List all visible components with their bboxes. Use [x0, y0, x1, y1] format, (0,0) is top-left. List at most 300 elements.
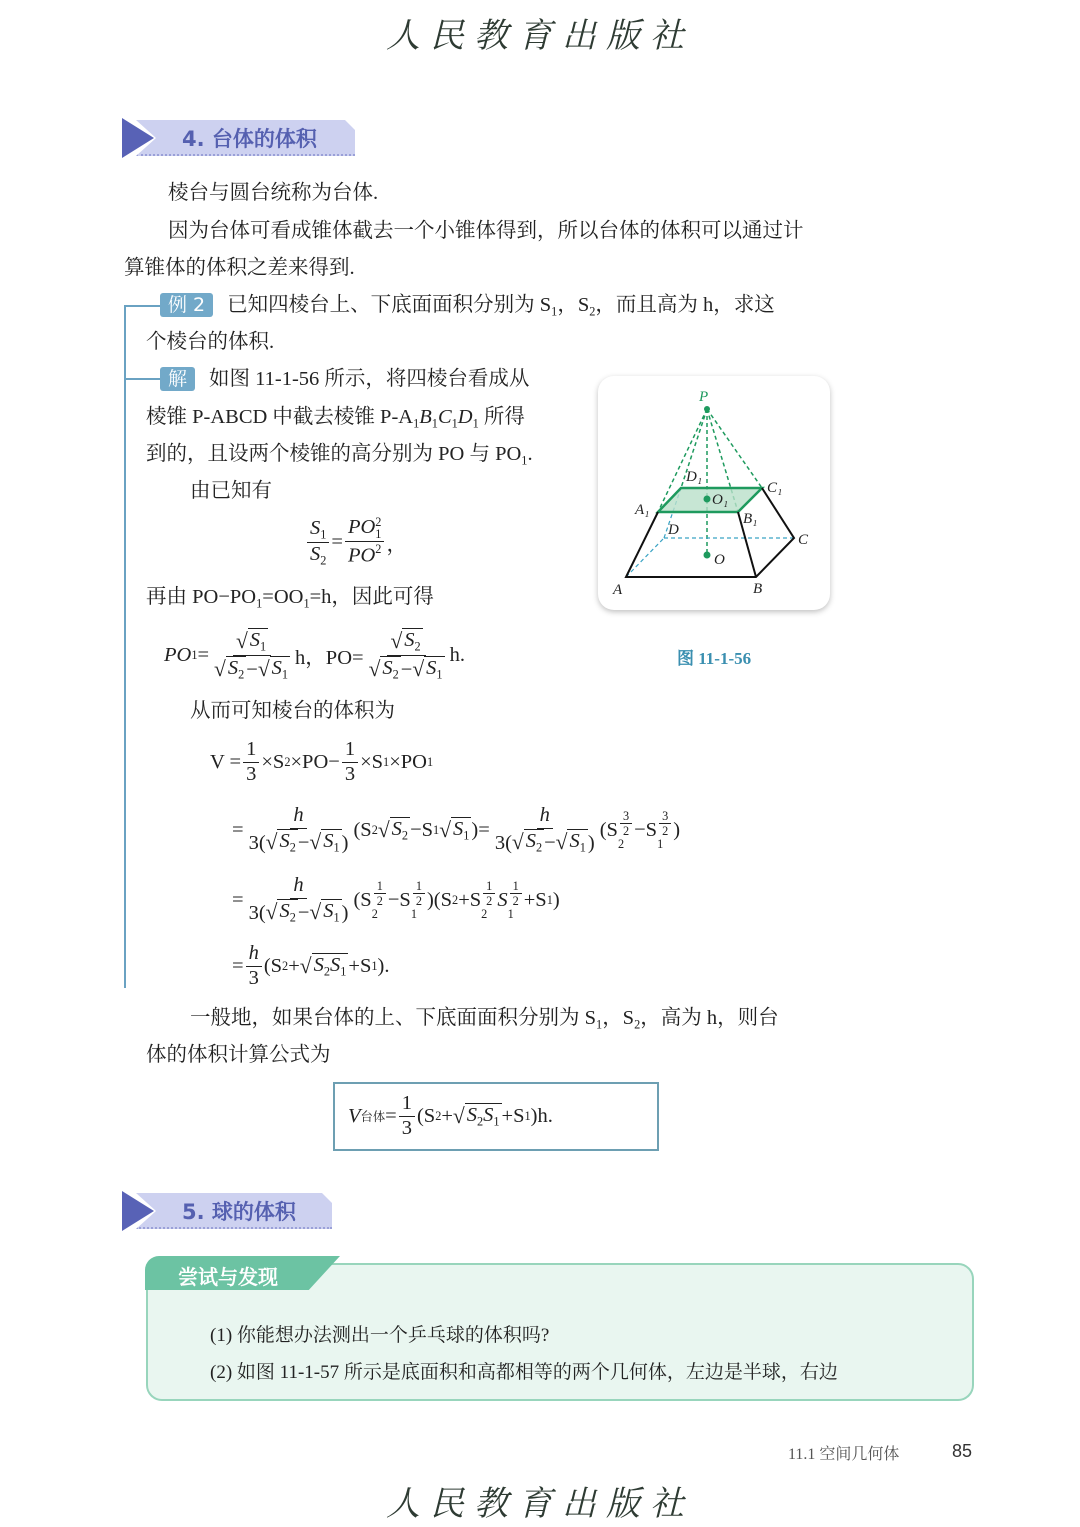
- math-text: 1: [281, 666, 289, 681]
- math-text: h: [248, 941, 259, 964]
- math-text: ，高为 h，则台: [640, 1007, 779, 1029]
- math-text: S: [453, 818, 464, 841]
- numerator: [243, 738, 259, 763]
- math-text: 由已知有: [190, 480, 272, 502]
- math-text: −: [246, 658, 258, 681]
- math-text: 3: [622, 809, 630, 824]
- math-text: −: [544, 832, 556, 855]
- math-text: 2: [284, 754, 291, 769]
- math-text: −S: [387, 888, 411, 911]
- math-text: 1: [463, 828, 470, 843]
- math-text: 1: [596, 1017, 603, 1032]
- square-root: [236, 628, 268, 654]
- square-root: [412, 656, 444, 682]
- square-root: [390, 628, 422, 654]
- math-text: 2: [589, 304, 596, 319]
- math-text: 1: [415, 879, 422, 894]
- math-text: 1: [340, 964, 347, 979]
- denominator: [492, 829, 598, 856]
- fraction: [366, 628, 448, 682]
- triangle-icon: [122, 118, 154, 158]
- fraction: [620, 809, 632, 838]
- math-text: 1: [371, 958, 378, 973]
- math-text: 2: [535, 840, 543, 855]
- math-text: h.: [449, 643, 465, 666]
- math-text: 3: [401, 1116, 412, 1139]
- radical-sign-icon: √: [257, 656, 270, 681]
- math-text: 1: [524, 1108, 531, 1123]
- math-text: ): [341, 902, 349, 925]
- math-text: V: [348, 1104, 361, 1127]
- solution-line: [190, 478, 272, 504]
- triangle-icon: [122, 1191, 154, 1231]
- section-4-heading: [122, 118, 355, 158]
- math-text: 1: [303, 596, 310, 611]
- example-tick: [124, 305, 160, 307]
- po-formula: [164, 624, 465, 686]
- subscript: [320, 527, 326, 541]
- numerator: [307, 517, 329, 542]
- math-text: 3: [662, 809, 669, 824]
- denominator: [659, 824, 671, 838]
- math-text: 1: [256, 596, 263, 611]
- math-text: 1: [426, 754, 434, 769]
- subscript: [290, 910, 296, 924]
- math-text: .: [527, 443, 533, 465]
- denominator: [374, 894, 386, 908]
- square-root: [309, 899, 341, 925]
- math-text: 2: [512, 894, 519, 909]
- math-text: )h.: [530, 1104, 553, 1127]
- subscript: [260, 639, 266, 653]
- math-text: h: [293, 804, 304, 827]
- math-text: ×S: [261, 750, 285, 773]
- math-text: −: [297, 832, 310, 855]
- try-item: (2) 如图 11-1-57 所示是底面积和高都相等的两个几何体，左边是半球，右边: [210, 1362, 838, 1383]
- math-text: 3: [246, 762, 257, 785]
- math-text: +S: [458, 888, 482, 911]
- math-text: ): [552, 888, 560, 911]
- math-text: 1: [333, 910, 340, 925]
- radical-sign-icon: √: [555, 830, 568, 855]
- math-text: S: [497, 888, 508, 911]
- label-P: P: [699, 389, 709, 405]
- math-text: +S: [348, 954, 372, 977]
- fraction: [246, 804, 352, 855]
- math-text: 1: [376, 879, 383, 894]
- math-text: 所得: [478, 406, 525, 428]
- numerator: [413, 879, 425, 894]
- math-text: =: [232, 888, 244, 911]
- math-text: 1: [521, 453, 528, 468]
- radical-sign-icon: √: [439, 817, 452, 842]
- square-root: [439, 817, 471, 843]
- radical-sign-icon: √: [309, 900, 322, 925]
- math-text: 棱台与圆台统称为台体.: [168, 182, 379, 204]
- math-text: PO: [347, 544, 376, 567]
- math-text: h: [539, 804, 550, 827]
- fraction: [342, 738, 358, 786]
- fraction: [659, 809, 671, 838]
- radicand: [248, 628, 268, 654]
- math-text: S: [279, 899, 290, 922]
- ratio-formula: [305, 512, 407, 572]
- math-text: S: [313, 954, 324, 977]
- math-text: +: [441, 1104, 453, 1127]
- math-text: S: [227, 656, 239, 679]
- math-text: −: [297, 902, 310, 925]
- subscript: [290, 840, 296, 854]
- math-text: S: [323, 899, 334, 922]
- math-text: S: [404, 628, 415, 651]
- numerator: [246, 942, 262, 967]
- subscript: [282, 667, 288, 681]
- math-text: 1: [383, 754, 390, 769]
- example-bracket-line: [124, 305, 126, 988]
- fraction: [243, 738, 259, 786]
- math-text: h，PO=: [295, 647, 364, 669]
- math-text: D: [457, 406, 473, 428]
- footer-chapter: 11.1 空间几何体: [788, 1446, 900, 1463]
- intro-line: [124, 255, 355, 281]
- math-text: 2: [662, 824, 669, 839]
- math-text: 1: [410, 907, 417, 922]
- denominator: [246, 829, 352, 856]
- math-text: 2: [289, 840, 296, 855]
- fraction: [246, 874, 352, 925]
- section-5-heading: [122, 1191, 332, 1231]
- radical-sign-icon: √: [265, 830, 278, 855]
- fraction: [307, 517, 329, 567]
- math-text: 1: [451, 416, 458, 431]
- fraction: [374, 879, 386, 908]
- math-text: S: [249, 628, 260, 651]
- math-text: ，: [386, 534, 407, 556]
- volume-step-1: [210, 736, 433, 788]
- fraction: [345, 516, 384, 568]
- math-text: S: [271, 656, 282, 679]
- denominator: [620, 824, 632, 838]
- math-text: 1: [512, 879, 519, 894]
- math-text: 一般地，如果台体的上、下底面面积分别为 S: [190, 1007, 597, 1029]
- denominator: [345, 542, 384, 568]
- radical-sign-icon: √: [309, 830, 322, 855]
- numerator: [342, 738, 358, 763]
- math-text: C: [437, 406, 452, 428]
- math-text: ).: [377, 954, 390, 977]
- subscript: [493, 1114, 499, 1128]
- radicand: [277, 899, 297, 925]
- math-text: 3(: [248, 832, 266, 855]
- radicand: [524, 829, 544, 855]
- radical-sign-icon: √: [452, 1103, 465, 1128]
- fraction: [510, 879, 522, 908]
- math-text: =: [385, 1104, 397, 1127]
- solution-line: [146, 584, 434, 616]
- math-text: 2: [435, 1108, 442, 1123]
- math-text: 2: [481, 907, 488, 922]
- numerator: [374, 879, 386, 894]
- label-O1: O₁: [712, 492, 729, 508]
- math-text: 2: [289, 910, 296, 925]
- radicand: [226, 656, 246, 682]
- square-root: [214, 656, 246, 682]
- math-text: V =: [210, 750, 242, 773]
- math-text: 2: [371, 822, 378, 837]
- numerator: [290, 874, 306, 899]
- math-text: 3: [344, 762, 356, 785]
- radical-sign-icon: √: [265, 900, 278, 925]
- math-text: =: [232, 818, 244, 841]
- math-text: ，S: [602, 1007, 635, 1029]
- math-text: )(S: [426, 888, 453, 911]
- radicand: [451, 817, 471, 843]
- math-text: 1: [433, 822, 440, 837]
- math-text: S: [310, 517, 321, 540]
- subscript: [361, 1107, 386, 1125]
- square-root: [378, 817, 410, 843]
- math-text: 1: [375, 527, 382, 542]
- example-line-2: [146, 329, 274, 355]
- denominator: [246, 967, 262, 991]
- numerator: [387, 628, 425, 656]
- numerator: [345, 516, 384, 542]
- math-text: 2: [415, 894, 422, 909]
- section-title: 5. 球的体积: [182, 1200, 296, 1224]
- subscript: [415, 639, 421, 653]
- denominator: [366, 656, 448, 683]
- solution-line: [146, 441, 533, 473]
- sub-superscript: [657, 809, 673, 851]
- math-text: 1: [260, 639, 267, 654]
- math-text: 1: [493, 1114, 500, 1129]
- square-root: [512, 829, 544, 855]
- example-line-1: [160, 292, 775, 324]
- solution-line-1: [160, 366, 529, 392]
- try-item: (1) 你能想办法测出一个乒乓球的体积吗?: [210, 1325, 550, 1346]
- math-text: 2: [634, 1017, 641, 1032]
- math-text: 3(: [494, 832, 512, 855]
- numerator: [483, 879, 495, 894]
- figure-caption: 图 11-1-56: [677, 649, 752, 668]
- radical-sign-icon: √: [235, 628, 248, 653]
- math-text: 1: [546, 892, 553, 907]
- math-text: 1: [320, 527, 327, 542]
- subscript: [333, 840, 339, 854]
- radicand: [465, 1103, 502, 1129]
- math-text: 2: [617, 837, 625, 852]
- subscript: [463, 828, 469, 842]
- publisher-logo-bottom: 人民教育出版社: [386, 1484, 694, 1524]
- square-root: [266, 829, 298, 855]
- numerator: [399, 1092, 415, 1117]
- math-text: ，而且高为 h，求这: [595, 294, 775, 316]
- numerator: [290, 804, 306, 829]
- radicand: [321, 829, 341, 855]
- subscript: [436, 667, 442, 681]
- math-text: 个棱台的体积.: [146, 331, 275, 353]
- math-text: S: [382, 656, 393, 679]
- math-text: =OO: [262, 586, 304, 608]
- subscript: [427, 755, 433, 770]
- math-text: 2: [622, 824, 630, 839]
- fraction: [246, 942, 262, 990]
- try-discover-title: 尝试与发现: [178, 1265, 278, 1289]
- subscript: [580, 840, 586, 854]
- label-D1: D₁: [686, 469, 703, 485]
- math-text: S: [310, 542, 321, 565]
- numerator: [620, 809, 632, 824]
- math-text: −S: [634, 818, 658, 841]
- math-text: PO: [164, 643, 192, 666]
- intro-line: [168, 180, 378, 206]
- math-text: 1: [333, 840, 340, 855]
- label-B1: B₁: [743, 511, 758, 527]
- math-text: 1: [472, 416, 479, 431]
- denominator: [246, 899, 352, 926]
- math-text: 2: [282, 958, 289, 973]
- label-D: D: [668, 522, 679, 538]
- math-text: 2: [320, 552, 327, 567]
- label-B: B: [753, 581, 763, 597]
- math-text: ×PO: [389, 750, 427, 773]
- intro-line: [168, 218, 804, 244]
- volume-step-3: [232, 870, 560, 930]
- math-text: 3: [248, 966, 259, 989]
- math-text: −: [400, 658, 413, 681]
- math-text: S: [483, 1104, 494, 1127]
- radicand: [270, 656, 290, 682]
- fraction: [413, 879, 425, 908]
- math-text: −S: [410, 818, 434, 841]
- math-text: S: [391, 818, 402, 841]
- math-text: 2: [392, 666, 399, 681]
- math-text: =: [197, 643, 210, 666]
- math-text: 1: [344, 737, 356, 760]
- solution-badge: 解: [160, 367, 195, 391]
- math-text: ×S: [360, 750, 384, 773]
- math-text: 因为台体可看成锥体截去一个小锥体得到，所以台体的体积可以通过计: [168, 220, 804, 242]
- square-root: [453, 1103, 502, 1129]
- sub-superscript: [481, 879, 497, 921]
- math-text: 算锥体的体积之差来得到.: [124, 257, 355, 279]
- square-root: [258, 656, 290, 682]
- math-text: 从而可知棱台的体积为: [190, 700, 395, 722]
- denominator: [342, 763, 358, 787]
- math-text: 3(: [248, 902, 266, 925]
- math-text: 1: [401, 1091, 412, 1114]
- subscript: [333, 910, 339, 924]
- math-text: +S: [523, 888, 547, 911]
- math-text: 2: [375, 515, 382, 530]
- numerator: [659, 809, 671, 824]
- solution-tick: [124, 378, 160, 380]
- example-badge: 例 2: [160, 293, 213, 317]
- section-title: 4. 台体的体积: [182, 127, 317, 151]
- sub-superscript: [618, 809, 634, 851]
- sub-superscript: [508, 879, 524, 921]
- math-text: 台体: [360, 1110, 386, 1124]
- frustum-volume-formula: [348, 1088, 553, 1144]
- math-text: 1: [579, 840, 586, 855]
- subscript: [340, 964, 346, 978]
- subscript: [402, 828, 408, 842]
- sub-superscript: [375, 516, 381, 541]
- math-text: 如图 11-1-56 所示，将四棱台看成从: [209, 368, 530, 390]
- math-text: ×PO−: [290, 750, 340, 773]
- math-text: 1: [191, 647, 198, 662]
- denominator: [243, 763, 259, 787]
- subscript: [320, 553, 326, 567]
- solution-line: [146, 404, 525, 436]
- radical-sign-icon: √: [412, 656, 425, 681]
- math-text: 1: [246, 737, 257, 760]
- sub-superscript: [411, 879, 427, 921]
- label-C1: C₁: [767, 480, 783, 496]
- fraction: [492, 804, 598, 855]
- radicand: [402, 628, 422, 654]
- math-text: 1: [486, 879, 493, 894]
- math-text: 2: [401, 828, 409, 843]
- square-root: [309, 829, 341, 855]
- solution-line: [190, 698, 395, 724]
- square-root: [300, 953, 349, 979]
- math-text: 到的，且设两个棱锥的高分别为 PO 与 PO: [146, 443, 522, 465]
- math-text: 已知四棱台上、下底面面积分别为 S: [227, 294, 552, 316]
- math-text: 棱锥 P-ABCD 中截去棱锥 P-A: [146, 406, 414, 428]
- numerator: [510, 879, 522, 894]
- sub-superscript: [372, 879, 388, 921]
- label-A1: A₁: [635, 502, 650, 518]
- math-text: 2: [323, 964, 330, 979]
- math-text: ): [673, 818, 681, 841]
- radicand: [312, 953, 349, 979]
- math-text: 2: [238, 666, 245, 681]
- label-A: A: [613, 582, 623, 598]
- radical-sign-icon: √: [511, 830, 524, 855]
- math-text: (S: [353, 888, 372, 911]
- subscript: [393, 667, 399, 681]
- denominator: [211, 656, 293, 683]
- radicand: [380, 656, 400, 682]
- math-text: 2: [476, 1114, 484, 1129]
- square-root: [266, 899, 298, 925]
- volume-step-4: [232, 940, 389, 992]
- math-text: S: [426, 656, 437, 679]
- math-text: 2: [375, 541, 382, 556]
- general-line: [190, 1005, 779, 1037]
- radicand: [424, 656, 444, 682]
- math-text: ): [587, 832, 595, 855]
- fraction: [211, 628, 293, 682]
- math-text: 2: [376, 894, 383, 909]
- math-text: (S: [599, 818, 618, 841]
- label-C: C: [798, 532, 809, 548]
- math-text: B: [419, 406, 432, 428]
- math-text: (S: [353, 818, 372, 841]
- fraction: [483, 879, 495, 908]
- radical-sign-icon: √: [377, 817, 390, 842]
- math-text: =h，因此可得: [309, 586, 434, 608]
- math-text: ): [341, 832, 349, 855]
- superscript: [375, 542, 381, 556]
- denominator: [307, 543, 329, 567]
- math-text: )=: [471, 818, 490, 841]
- math-text: S: [279, 829, 290, 852]
- general-line: [146, 1042, 331, 1068]
- numerator: [537, 804, 553, 829]
- square-root: [556, 829, 588, 855]
